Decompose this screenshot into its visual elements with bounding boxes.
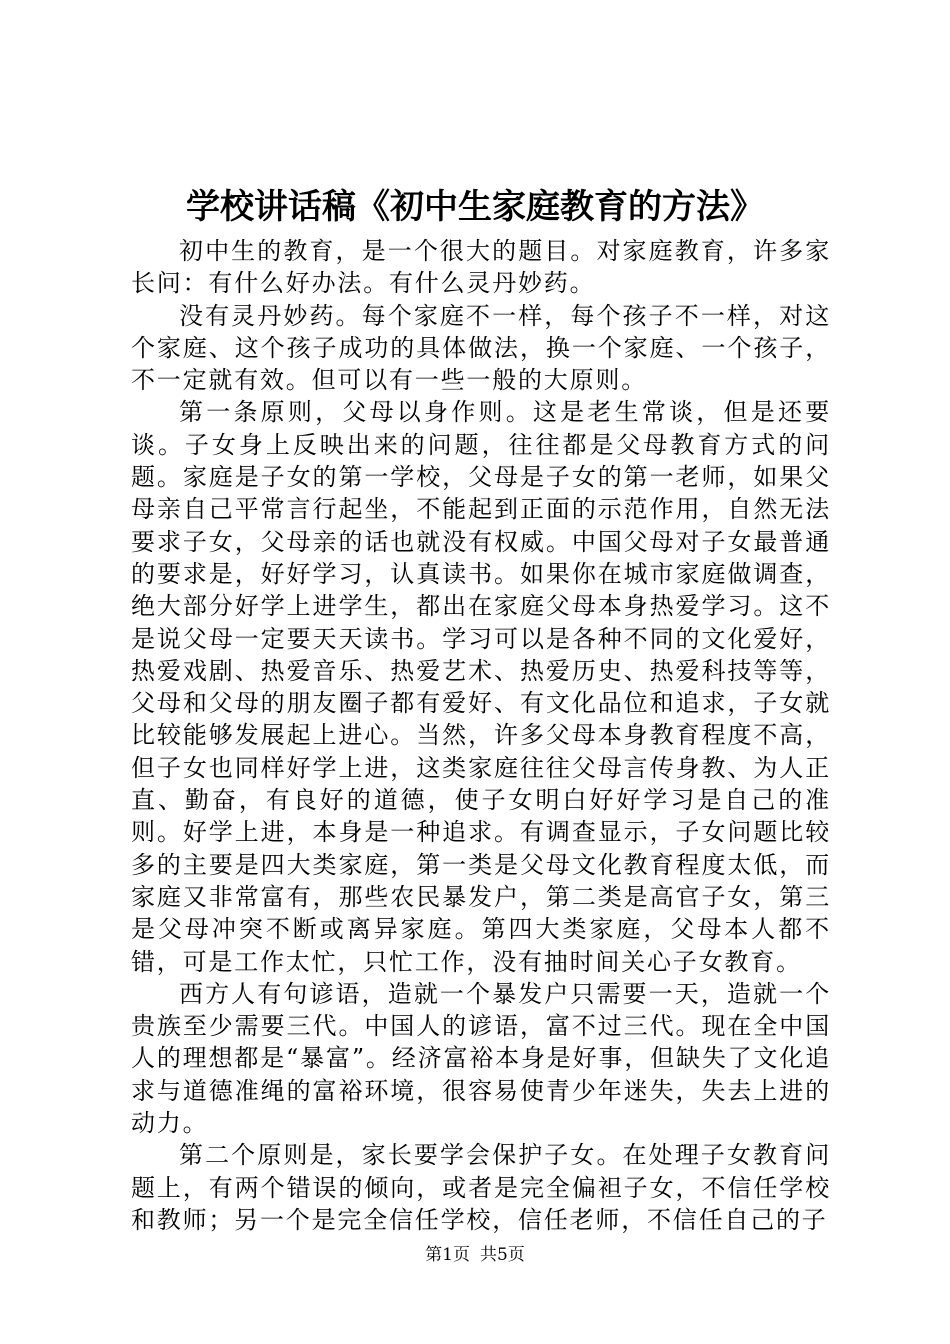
- page-footer: [0, 1243, 950, 1267]
- document-body: [131, 235, 831, 1236]
- document-title: 学校讲话稿《初中生家庭教育的方法》: [186, 187, 764, 227]
- paragraph: 没有灵丹妙药。每个家庭不一样，每个孩子不一样，对这个家庭、这个孩子成功的具体做法，换一个家庭、一个孩子，不一定就有效。但可以有一些一般的大原则。: [131, 301, 831, 395]
- paragraph: 第二个原则是，家长要学会保护子女。在处理子女教育问题上，有两个错误的倾向，或者是完全偏袒子女，不信任学校和教师；另一个是完全信任学校，信任老师，不信任自己的子: [131, 1141, 831, 1234]
- paragraph: 西方人有句谚语，造就一个暴发户只需要一天，造就一个贵族至少需要三代。中国人的谚语，富不过三代。现在全中国人的理想都是“暴富”。经济富裕本身是好事，但缺失了文化追求与道德准绳的富裕环境，很容易使青少年迷失，失去上进的动力。: [131, 979, 831, 1138]
- page-total: 共5页: [480, 1245, 525, 1265]
- page-number: 第1页: [425, 1245, 470, 1265]
- paragraph: 第一条原则，父母以身作则。这是老生常谈，但是还要谈。子女身上反映出来的问题，往往都是父母教育方式的问题。家庭是子女的第一学校，父母是子女的第一老师，如果父母亲自己平常言行起坐，不能起到正面的示范作用，自然无法要求子女，父母亲的话也就没有权威。中国父母对子女最普通的要求是，好好学习，认真读书。如果你在城市家庭做调查，绝大部分好学上进学生，都出在家庭父母本身热爱学习。这不是说父母一定要天天读书。学习可以是各种不同的文化爱好，热爱戏剧、热爱音乐、热爱艺术、热爱历史、热爱科技等等，父母和父母的朋友圈子都有爱好、有文化品位和追求，子女就比较能够发展起上进心。当然，许多父母本身教育程度不高，但子女也同样好学上进，这类家庭往往父母言传身教、为人正直、勤奋，有良好的道德，使子女明白好好学习是自己的准则。好学上进，本身是一种追求。有调查显示，子女问题比较多的主要是四大类家庭，第一类是父母文化教育程度太低，而家庭又非常富有，那些农民暴发户，第二类是高官子女，第三是父母冲突不断或离异家庭。第四大类家庭，父母本人都不错，可是工作太忙，只忙工作，没有抽时间关心子女教育。: [131, 398, 831, 976]
- paragraph: 初中生的教育，是一个很大的题目。对家庭教育，许多家长问：有什么好办法。有什么灵丹妙药。: [131, 237, 831, 298]
